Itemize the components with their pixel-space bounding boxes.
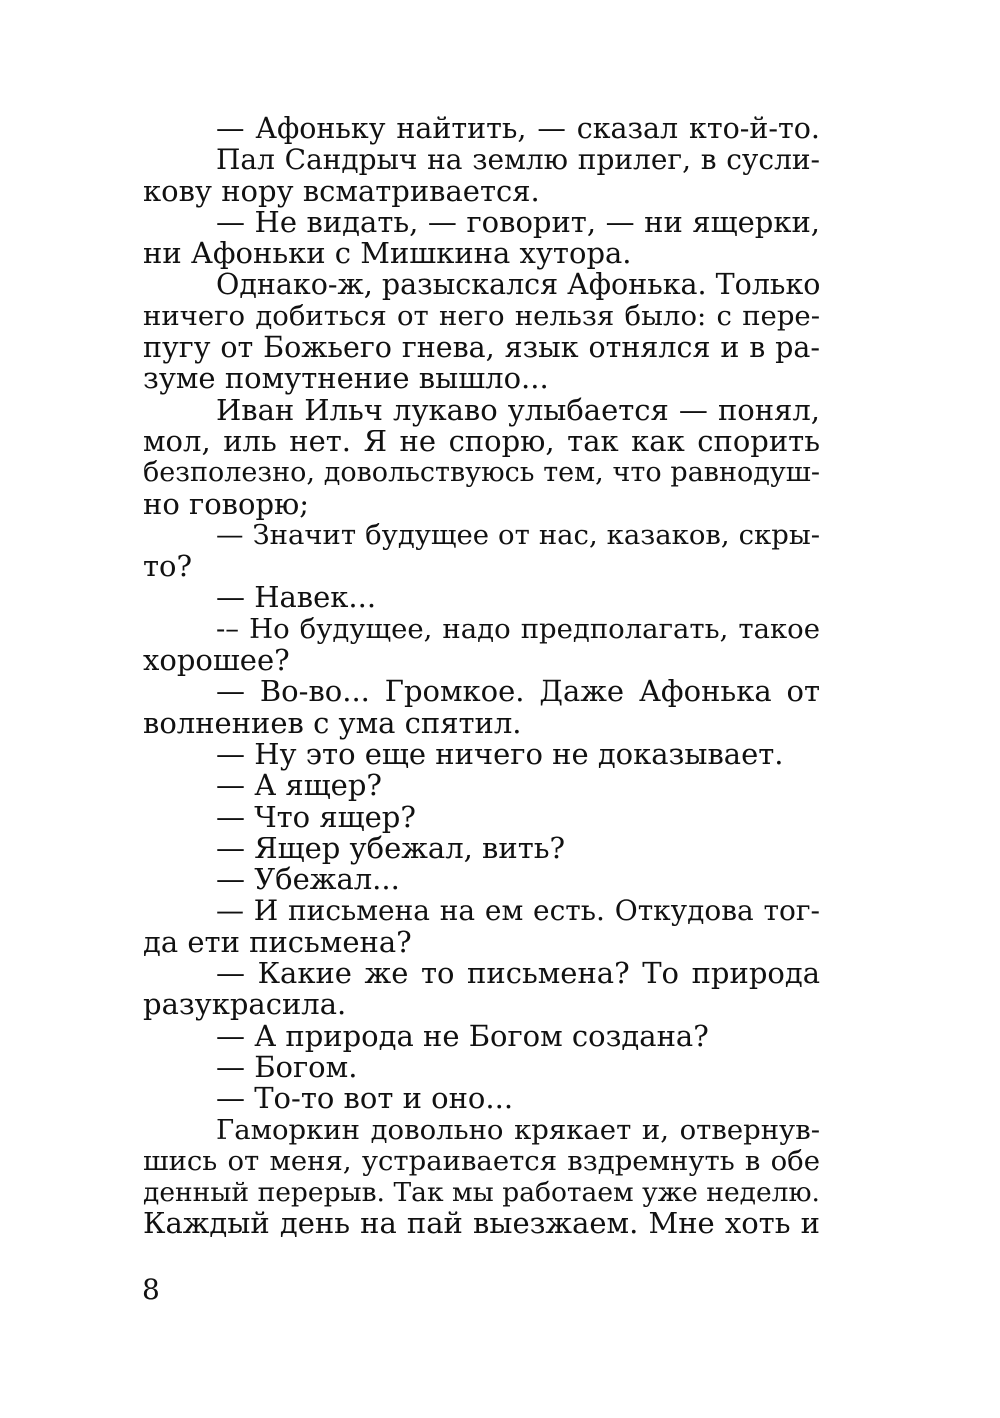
- text-line: Пал Сандрыч на землю прилег, в сусли-: [216, 143, 820, 177]
- text-line: Однако-ж, разыскался Афонька. Только: [216, 268, 821, 302]
- text-line: — А природа не Богом создана?: [216, 1018, 709, 1053]
- text-line: но говорю;: [143, 486, 310, 521]
- text-line: хорошее?: [143, 643, 290, 678]
- text-line: мол, иль нет. Я не спорю, так как спорить: [143, 423, 820, 458]
- text-line: ни Афоньки с Мишкина хутора.: [143, 236, 632, 271]
- text-line: Иван Ильч лукаво улыбается — понял,: [216, 392, 820, 427]
- text-line: — Во-во... Громкое. Даже Афонька от: [216, 674, 820, 709]
- text-line: — А ящер?: [216, 768, 382, 803]
- text-line: денный перерыв. Так мы работаем уже неделю.: [143, 1177, 820, 1209]
- text-line: разукрасила.: [143, 987, 347, 1022]
- text-line: да ети письмена?: [143, 924, 412, 959]
- text-line: — Богом.: [216, 1049, 358, 1084]
- text-line: пугу от Божьего гнева, язык отнялся и в ра-: [143, 331, 820, 365]
- text-line: — То-то вот и оно...: [216, 1081, 514, 1116]
- text-line: ничего добиться от него нельзя было: с пере-: [143, 299, 820, 332]
- page-number: 8: [142, 1273, 160, 1306]
- text-line: — Навек...: [216, 580, 377, 615]
- text-line: Гаморкин довольно крякает и, отвернув-: [216, 1113, 820, 1146]
- text-line: — Ящер убежал, вить?: [216, 830, 566, 865]
- text-line: — Значит будущее от нас, казаков, скры-: [216, 518, 820, 551]
- text-line: — Ну это еще ничего не доказывает.: [216, 736, 784, 771]
- text-line: Каждый день на пай выезжаем. Мне хоть и: [143, 1206, 820, 1241]
- text-line: — Не видать, — говорит, — ни ящерки,: [216, 204, 820, 239]
- text-line: безполезно, довольствуюсь тем, что равнодуш-: [143, 457, 820, 489]
- text-line: — Что ящер?: [216, 799, 416, 834]
- text-line: зуме помутнение вышло...: [143, 361, 549, 396]
- body-text: [143, 113, 820, 1240]
- text-line: — Убежал...: [216, 862, 400, 897]
- text-line: — И письмена на ем есть. Откудова тог-: [216, 894, 820, 928]
- text-line: волнениев с ума спятил.: [143, 705, 522, 740]
- text-line: -– Но будущее, надо предполагать, такое: [216, 612, 820, 645]
- text-line: то?: [143, 549, 193, 584]
- text-line: кову нору всматривается.: [143, 173, 540, 208]
- text-line: — Какие же то письмена? То природа: [216, 956, 820, 991]
- text-line: — Афоньку найтить, — сказал кто-й-то.: [216, 112, 820, 145]
- text-line: шись от меня, устраивается вздремнуть в обе: [143, 1144, 820, 1177]
